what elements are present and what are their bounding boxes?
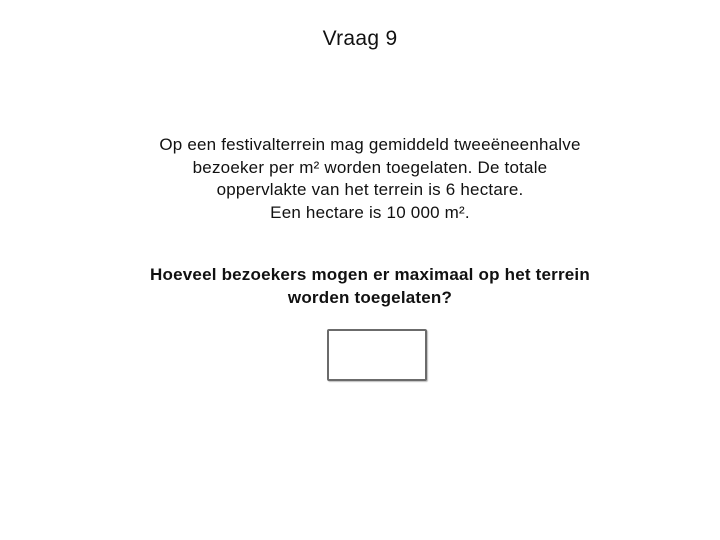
question-text <box>150 134 590 224</box>
answer-input[interactable] <box>327 329 427 381</box>
question-paragraph-1: Op een festivalterrein mag gemiddeld tweeëneenhalve bezoeker per m² worden toegelaten. De totale oppervlakte van het terrein is 6 hectare. <box>159 135 581 199</box>
question-prompt: Hoeveel bezoekers mogen er maximaal op het terrein worden toegelaten? <box>150 265 590 307</box>
question-title: Vraag 9 <box>322 27 398 50</box>
question-paragraph-2: Een hectare is 10 000 m². <box>270 202 470 222</box>
